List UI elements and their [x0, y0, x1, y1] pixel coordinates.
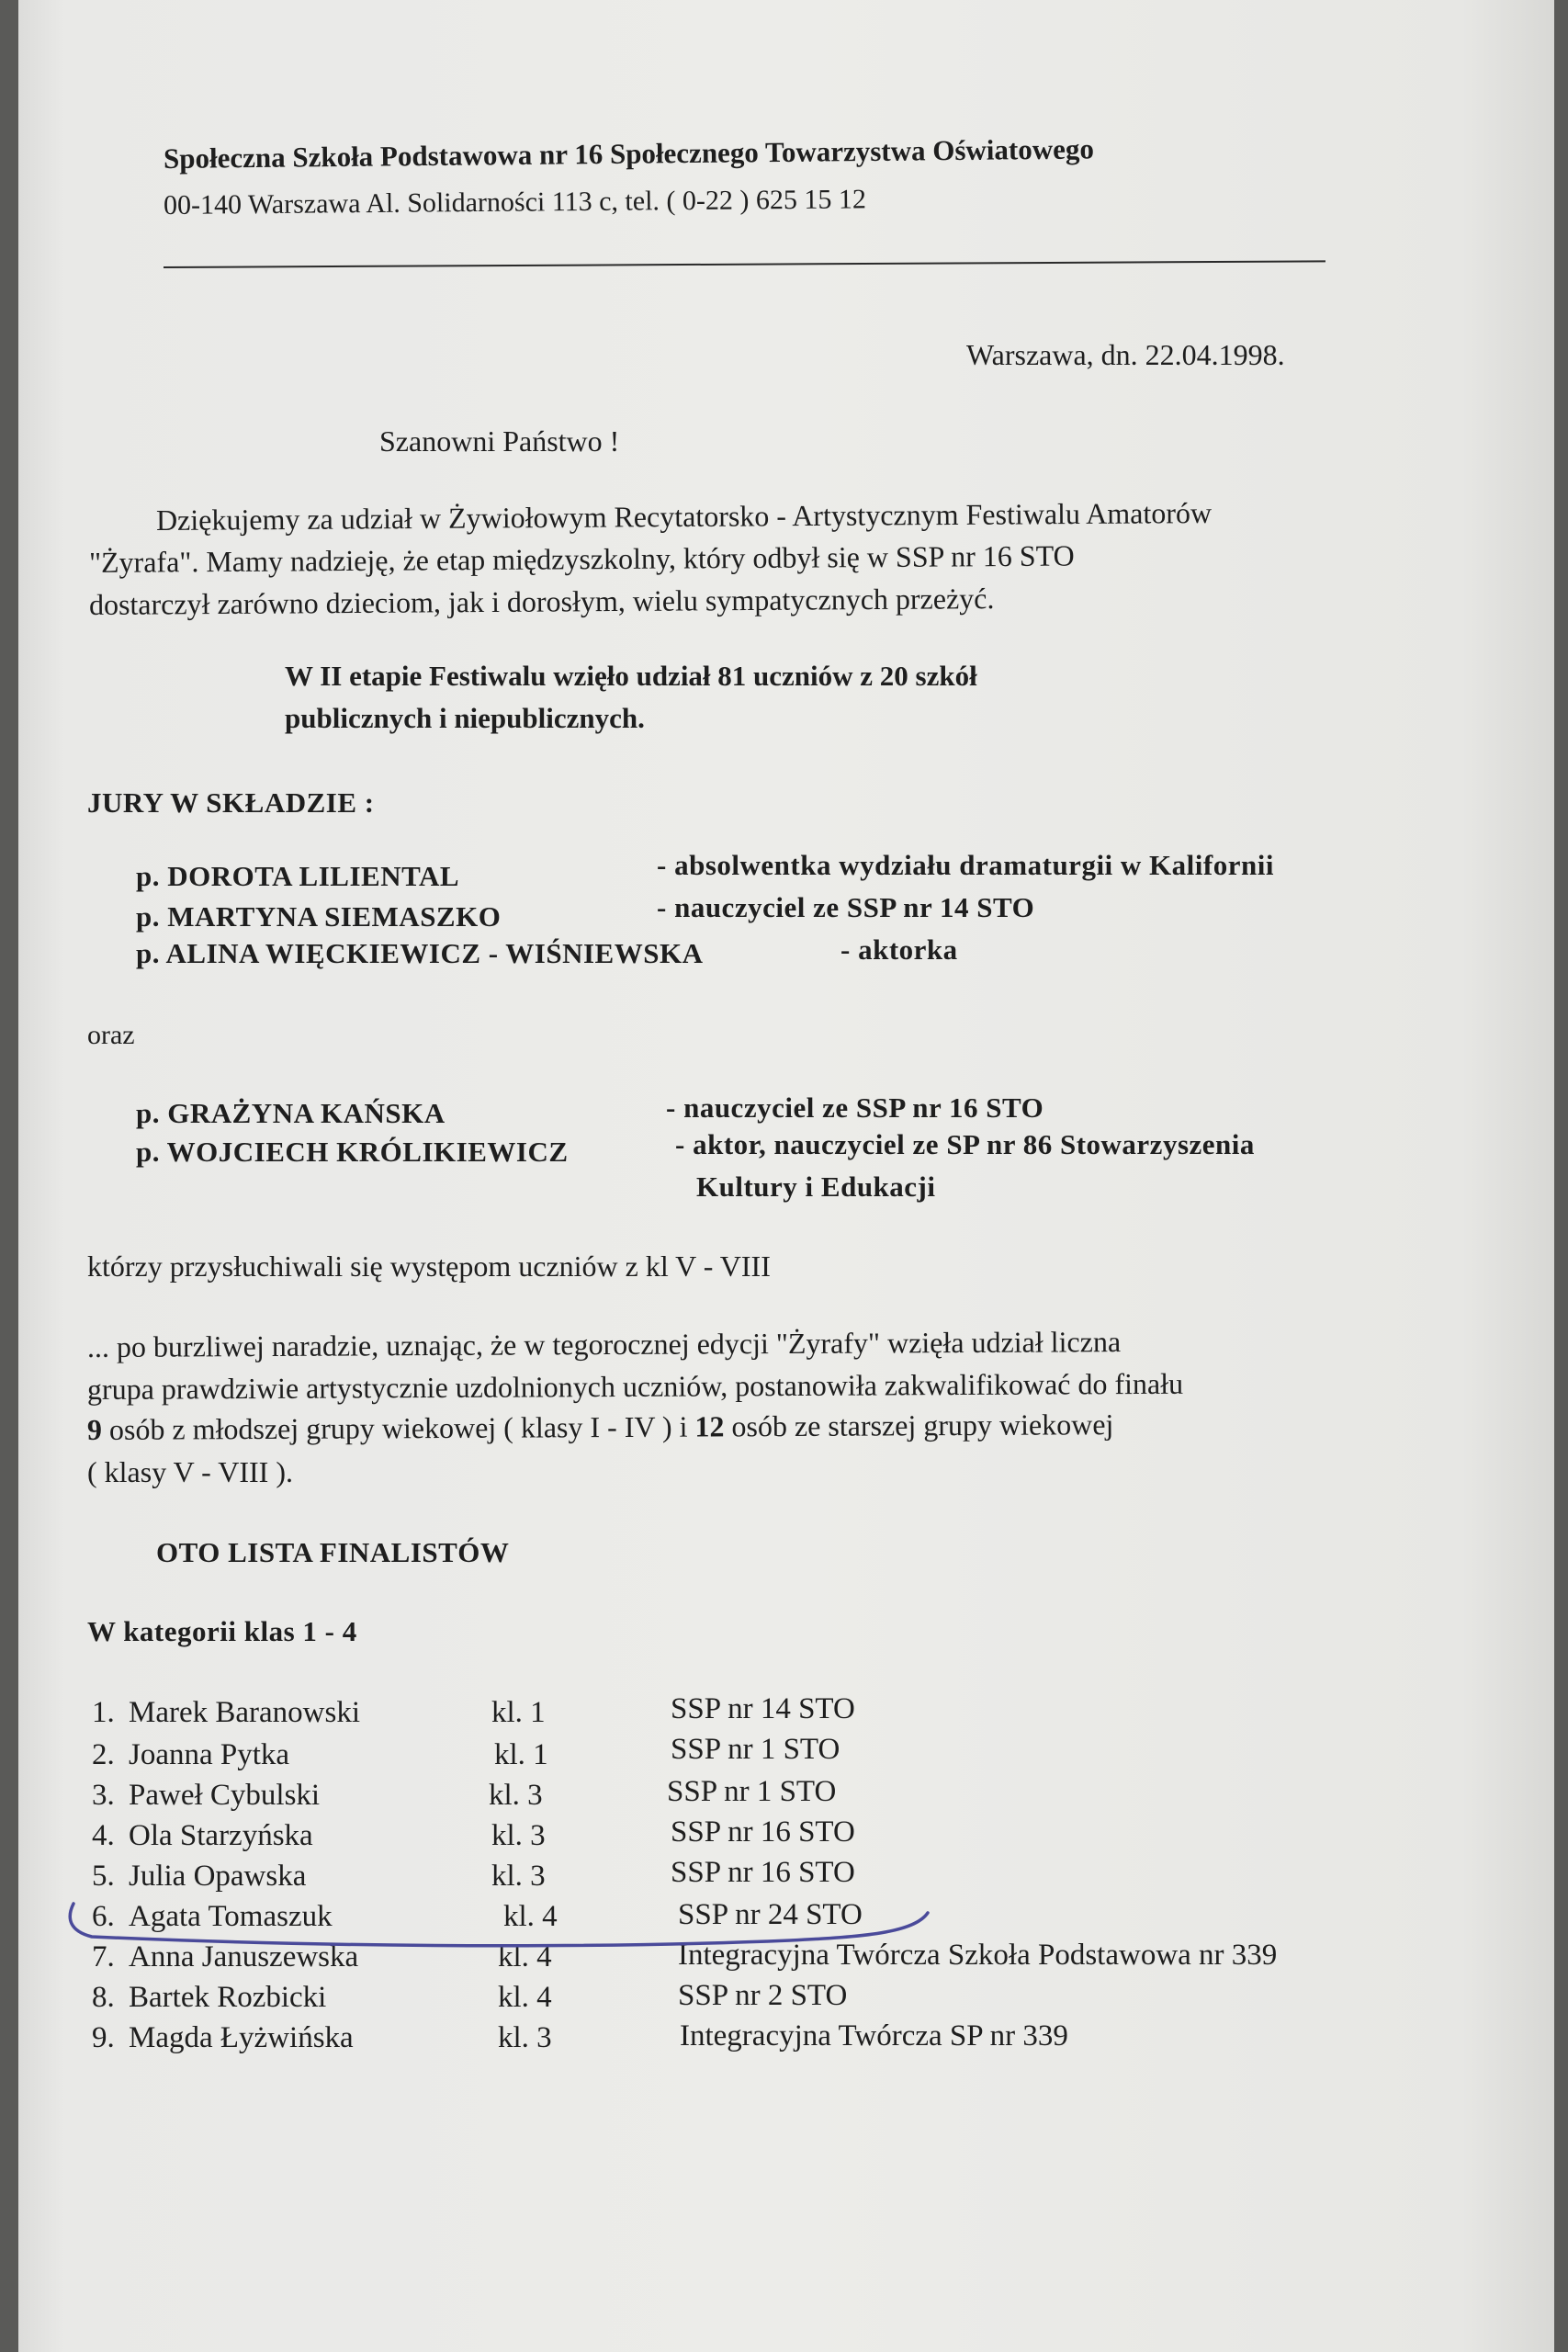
finalist-school: SSP nr 16 STO — [671, 1815, 855, 1849]
finalists-heading: OTO LISTA FINALISTÓW — [156, 1536, 510, 1568]
finalist-name: Paweł Cybulski — [129, 1779, 321, 1812]
finalist-name: Magda Łyżwińska — [129, 2021, 354, 2054]
finalist-class: kl. 4 — [503, 1900, 558, 1933]
finalist-number: 3. — [92, 1779, 115, 1812]
finalist-number: 4. — [92, 1819, 115, 1852]
finalist-school: SSP nr 24 STO — [678, 1898, 863, 1931]
jury-member-role: - absolwentka wydziału dramaturgii w Kalifornii — [657, 849, 1274, 881]
finalist-school: Integracyjna Twórcza Szkoła Podstawowa nr 339 — [678, 1939, 1278, 1972]
finalist-number: 7. — [92, 1940, 115, 1973]
finalist-number: 9. — [92, 2021, 115, 2054]
finalist-name: Julia Opawska — [129, 1860, 307, 1893]
category-heading: W kategorii klas 1 - 4 — [87, 1615, 357, 1647]
finalist-school: Integracyjna Twórcza SP nr 339 — [680, 2019, 1068, 2052]
salutation: Szanowni Państwo ! — [379, 424, 620, 458]
finalist-class: kl. 3 — [489, 1779, 543, 1812]
listened-line: którzy przysłuchiwali się występom uczniów z kl V - VIII — [87, 1250, 771, 1283]
finalist-class: kl. 3 — [498, 2021, 552, 2054]
date-line: Warszawa, dn. 22.04.1998. — [966, 338, 1285, 371]
finalist-number: 6. — [92, 1900, 115, 1933]
finalist-school: SSP nr 16 STO — [671, 1856, 855, 1889]
finalist-name: Agata Tomaszuk — [129, 1900, 333, 1933]
finalist-name: Marek Baranowski — [129, 1696, 361, 1729]
stage-info-line-1: W II etapie Festiwalu wzięło udział 81 uczniów z 20 szkół — [285, 660, 977, 692]
jury-member-role: - nauczyciel ze SSP nr 16 STO — [666, 1091, 1044, 1124]
decision-text: osób ze starszej grupy wiekowej — [724, 1408, 1114, 1443]
jury-member-name: p. GRAŻYNA KAŃSKA — [136, 1097, 446, 1129]
stage-info-line-2: publicznych i niepublicznych. — [285, 702, 645, 734]
decision-text: osób z młodszej grupy wiekowej ( klasy I - IV ) i — [101, 1409, 695, 1446]
younger-count: 9 — [86, 1412, 103, 1446]
finalist-number: 2. — [92, 1738, 115, 1771]
intro-line-2: "Żyrafa". Mamy nadzieję, że etap międzyszkolny, który odbył się w SSP nr 16 STO — [88, 538, 1075, 579]
jury-member-name: p. ALINA WIĘCKIEWICZ - WIŚNIEWSKA — [136, 937, 704, 969]
letter-page — [18, 0, 1554, 2352]
finalist-school: SSP nr 14 STO — [671, 1692, 855, 1725]
jury-heading: JURY W SKŁADZIE : — [87, 786, 375, 819]
finalist-class: kl. 4 — [498, 1940, 552, 1973]
finalist-name: Joanna Pytka — [129, 1738, 290, 1771]
jury-member-role: - aktor, nauczyciel ze SP nr 86 Stowarzyszenia — [675, 1128, 1255, 1160]
jury-member-name: p. DOROTA LILIENTAL — [136, 860, 460, 892]
jury-member-name: p. WOJCIECH KRÓLIKIEWICZ — [136, 1136, 569, 1168]
intro-line-1: Dziękujemy za udział w Żywiołowym Recytatorsko - Artystycznym Festiwalu Amatorów — [155, 495, 1213, 537]
finalist-class: kl. 1 — [494, 1738, 548, 1771]
oraz-text: oraz — [87, 1020, 135, 1050]
pen-underline-mark — [18, 0, 1554, 2352]
finalist-number: 5. — [92, 1860, 115, 1893]
finalist-school: SSP nr 2 STO — [678, 1979, 848, 2012]
finalist-class: kl. 3 — [491, 1819, 546, 1852]
finalist-number: 1. — [92, 1696, 115, 1729]
finalist-class: kl. 4 — [498, 1981, 552, 2014]
finalist-class: kl. 3 — [491, 1860, 546, 1893]
school-name: Społeczna Szkoła Podstawowa nr 16 Społecznego Towarzystwa Oświatowego — [163, 132, 1095, 175]
finalist-school: SSP nr 1 STO — [671, 1733, 840, 1766]
finalist-school: SSP nr 1 STO — [667, 1775, 837, 1808]
decision-line-1: ... po burzliwej naradzie, uznając, że w tegorocznej edycji "Żyrafy" wzięła udział liczna — [86, 1325, 1122, 1363]
finalist-name: Anna Januszewska — [129, 1940, 359, 1973]
decision-line-4: ( klasy V - VIII ). — [87, 1455, 293, 1488]
finalist-name: Ola Starzyńska — [129, 1819, 313, 1852]
jury-member-name: p. MARTYNA SIEMASZKO — [136, 900, 502, 933]
older-count: 12 — [694, 1409, 725, 1443]
jury-member-role-continued: Kultury i Edukacji — [696, 1170, 936, 1203]
finalist-number: 8. — [92, 1981, 115, 2014]
school-address: 00-140 Warszawa Al. Solidarności 113 c, tel. ( 0-22 ) 625 15 12 — [163, 184, 867, 220]
jury-member-role: - nauczyciel ze SSP nr 14 STO — [657, 891, 1035, 923]
decision-line-2: grupa prawdziwie artystycznie uzdolnionych uczniów, postanowiła zakwalifikować do finału — [86, 1366, 1184, 1406]
finalist-name: Bartek Rozbicki — [129, 1981, 327, 2014]
finalist-class: kl. 1 — [491, 1696, 546, 1729]
intro-line-3: dostarczył zarówno dzieciom, jak i dorosłym, wielu sympatycznych przeżyć. — [88, 582, 995, 621]
jury-member-role: - aktorka — [840, 933, 958, 966]
